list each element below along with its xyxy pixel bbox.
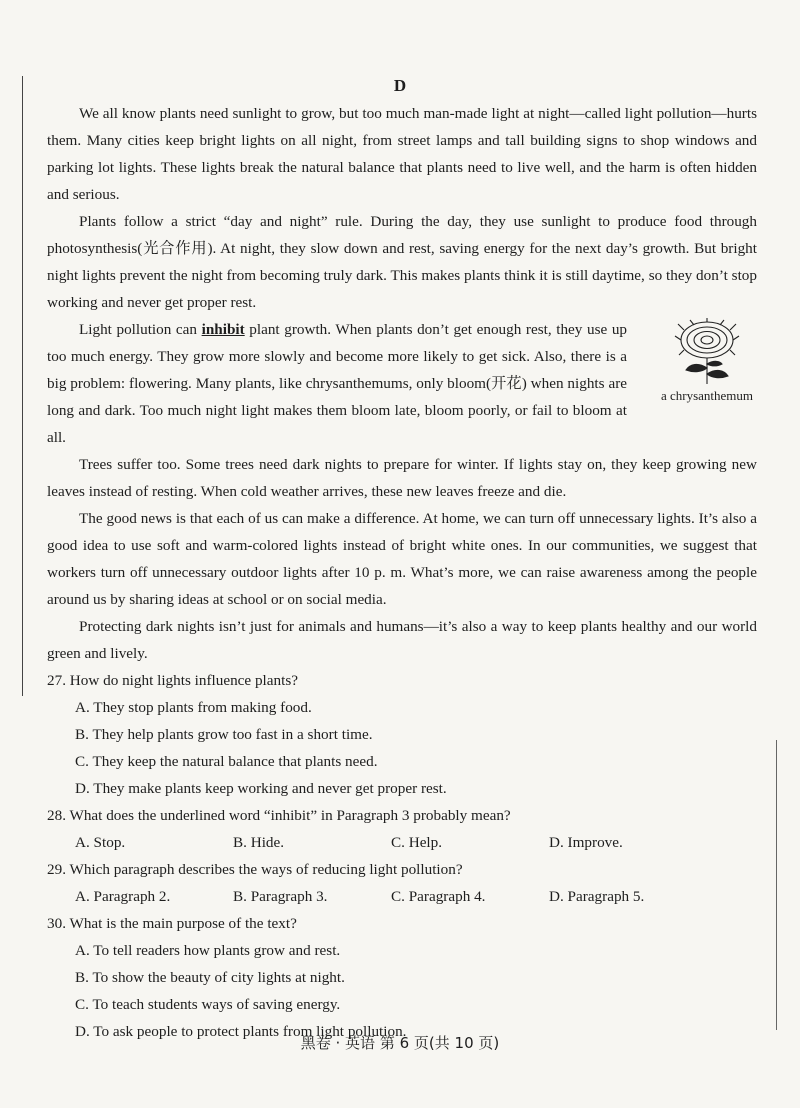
- question-27: [47, 667, 757, 802]
- paragraph-6: Protecting dark nights isn’t just for animals and humans—it’s also a way to keep plants healthy and our world green and lively.: [47, 618, 757, 662]
- chrysanthemum-figure: [637, 318, 777, 404]
- paragraph-2: Plants follow a strict “day and night” rule. During the day, they use sunlight to produce food through photosynthesis(光合作用). At night, they slow down and rest, saving energy for the next day’s growth. But bright night lights prevent the night from becoming truly dark. This makes plants think it is still daytime, so they don’t stop working and never get proper rest.: [47, 213, 757, 311]
- option-c[interactable]: C. They keep the natural balance that plants need.: [75, 753, 378, 770]
- option-d[interactable]: D. To ask people to protect plants from light pollution.: [75, 1023, 407, 1040]
- figure-caption: a chrysanthemum: [660, 388, 754, 403]
- paragraph-3-after: plant growth. When plants don’t get enough rest, they use up too much energy. They grow more slowly and become more likely to get sick. Also, there is a big problem: flowering. Many plants, like chrysanthemums, only bloom(开花) when nights are long and dark. Too much night light makes them bloom late, bloom poorly, or fail to bloom at all.: [47, 321, 628, 446]
- option-b[interactable]: B. Paragraph 3.: [233, 888, 328, 905]
- paragraph-1: We all know plants need sunlight to grow, but too much man-made light at night—called light pollution—hurts them. Many cities keep bright lights on all night, from street lamps and tall building signs to shop windows and parking lot lights. These lights break the natural balance that plants need to live well, and the harm is often hidden and serious.: [47, 105, 757, 203]
- paragraph-3-block: [47, 316, 757, 451]
- question-stem: 27. How do night lights influence plants?: [47, 672, 298, 689]
- options-row: [47, 829, 757, 856]
- chrysanthemum-icon: [672, 318, 742, 386]
- margin-line-left: [22, 76, 23, 696]
- question-stem: 30. What is the main purpose of the text?: [47, 915, 297, 932]
- options-row: [47, 883, 757, 910]
- paragraph-5: The good news is that each of us can make a difference. At home, we can turn off unnecessary lights. It’s also a good idea to use soft and warm-colored lights instead of bright white ones. In our communities, we suggest that workers turn off unnecessary outdoor lights after 10 p. m. What’s more, we can raise awareness among the people around us by sharing ideas at school or on social media.: [47, 510, 757, 608]
- underlined-word: inhibit: [201, 321, 245, 338]
- option-a[interactable]: A. Paragraph 2.: [75, 888, 171, 905]
- option-b[interactable]: B. They help plants grow too fast in a short time.: [75, 726, 373, 743]
- page-footer: 黑卷 · 英语 第 6 页(共 10 页): [300, 1034, 500, 1052]
- option-b[interactable]: B. Hide.: [233, 834, 285, 851]
- question-28: [47, 802, 757, 856]
- option-b[interactable]: B. To show the beauty of city lights at night.: [75, 969, 345, 986]
- option-a[interactable]: A. Stop.: [75, 834, 126, 851]
- question-29: [47, 856, 757, 910]
- paragraph-3-before: Light pollution can: [79, 321, 202, 338]
- question-stem: 29. Which paragraph describes the ways of reducing light pollution?: [47, 861, 463, 878]
- question-stem: 28. What does the underlined word “inhibit” in Paragraph 3 probably mean?: [47, 807, 511, 824]
- option-c[interactable]: C. Paragraph 4.: [391, 888, 486, 905]
- option-d[interactable]: D. Improve.: [549, 834, 623, 851]
- option-a[interactable]: A. They stop plants from making food.: [75, 699, 312, 716]
- passage-and-questions: [47, 100, 757, 1045]
- paragraph-4: Trees suffer too. Some trees need dark nights to prepare for winter. If lights stay on, they keep growing new leaves instead of resting. When cold weather arrives, these new leaves freeze and die.: [47, 456, 757, 500]
- option-d[interactable]: D. They make plants keep working and never get proper rest.: [75, 780, 447, 797]
- option-c[interactable]: C. To teach students ways of saving energy.: [75, 996, 341, 1013]
- section-title: D: [393, 76, 407, 95]
- option-c[interactable]: C. Help.: [391, 834, 443, 851]
- question-30: [47, 910, 757, 1045]
- option-a[interactable]: A. To tell readers how plants grow and rest.: [75, 942, 341, 959]
- margin-line-right: [776, 740, 777, 1030]
- option-d[interactable]: D. Paragraph 5.: [549, 888, 645, 905]
